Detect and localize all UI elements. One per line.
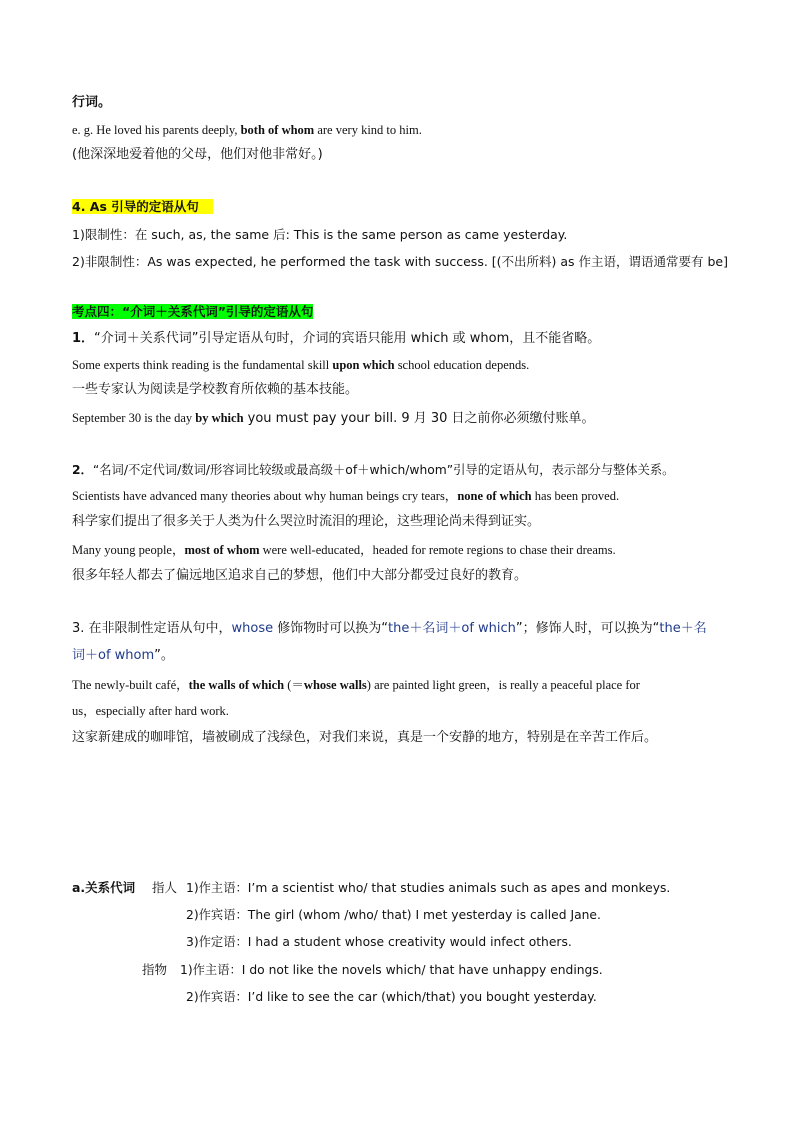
point-2-translation: 科学家们提出了很多关于人类为什么哭泣时流泪的理论，这些理论尚未得到证实。 [72, 514, 541, 529]
point-3-example [72, 676, 640, 694]
key-point-highlight: 考点四：“介词＋关系代词”引导的定语从句 [72, 304, 314, 319]
example-keyword: most of whom [184, 543, 260, 557]
example-keyword: whose walls [303, 678, 367, 692]
point-3-rule-cont [72, 647, 174, 665]
point-2-translation-2: 很多年轻人都去了偏远地区追求自己的梦想，他们中大部分都受过良好的教育。 [72, 568, 528, 583]
rule-text: ”。 [154, 648, 174, 663]
example-text: has been proved. [531, 489, 620, 503]
example-keyword: none of which [457, 489, 532, 503]
rule-text: “名词/不定代词/数词/形容词比较级或最高级＋of＋which/whom”引导的定语从句，表示部分与整体关系。 [92, 463, 675, 477]
person-object-row: 2)作宾语：The girl (whom /who/ that) I met yesterday is called Jane. [186, 908, 601, 922]
rule-text: 修饰物时可以换为“ [273, 621, 389, 636]
example-keyword: the walls of which [188, 678, 285, 692]
example-keyword: by which [195, 411, 244, 425]
person-attributive-row: 3)作定语：I had a student whose creativity would infect others. [186, 935, 572, 949]
point-number: 1． [72, 331, 95, 346]
continuation-text: 行词。 [72, 95, 112, 110]
example-text: e. g. He loved his parents deeply, [72, 123, 241, 137]
rule-text: 3. 在非限制性定语从句中， [72, 621, 232, 636]
example-text: (＝ [284, 678, 304, 692]
key-point-title [72, 303, 313, 321]
example-text: school education depends. [394, 358, 530, 372]
as-nonrestrictive: 2)非限制性：As was expected, he performed the task with success. [(不出所料) as 作主语，谓语通常要有 be] [72, 254, 729, 269]
point-3-translation: 这家新建成的咖啡馆，墙被刷成了浅绿色，对我们来说，真是一个安静的地方，特别是在辛苦工作后。 [72, 730, 658, 745]
section-title-highlight: 4. As 引导的定语从句 [72, 199, 213, 214]
point-1-rule [72, 330, 600, 348]
as-restrictive: 1)限制性：在 such, as, the same 后: This is the same person as came yesterday. [72, 227, 568, 242]
person-subject-row: 1)作主语：I’m a scientist who/ that studies animals such as apes and monkeys. [186, 881, 671, 895]
rule-keyword: the＋名 [659, 621, 707, 636]
point-2-example-2 [72, 541, 616, 559]
example-text: Scientists have advanced many theories about why human beings cry tears， [72, 489, 458, 503]
example-text: Some experts think reading is the fundamental skill [72, 358, 333, 372]
example-text: you must pay your bill. 9 月 30 日之前你必须缴付账单。 [243, 411, 595, 426]
point-2-rule [72, 461, 674, 479]
rule-keyword: the＋名词＋of which [388, 621, 516, 636]
section-title-as [72, 198, 213, 216]
example-text: The newly-built café， [72, 678, 189, 692]
example-translation: (他深深地爱着他的父母，他们对他非常好。) [72, 147, 323, 162]
thing-object-row: 2)作宾语：I’d like to see the car (which/that) you bought yesterday. [186, 990, 597, 1004]
example-sentence [72, 121, 422, 139]
rule-keyword: 词＋of whom [72, 648, 155, 663]
point-1-translation: 一些专家认为阅读是学校教育所依赖的基本技能。 [72, 382, 359, 397]
category-thing: 指物 [142, 962, 168, 977]
point-1-example-2 [72, 409, 595, 428]
example-keyword: both of whom [240, 123, 315, 137]
example-text: Many young people， [72, 543, 185, 557]
example-text: are very kind to him. [314, 123, 422, 137]
table-heading: a.关系代词 [72, 880, 136, 895]
point-1-example [72, 356, 529, 374]
category-person: 指人 [152, 880, 178, 895]
point-number: 2． [72, 463, 93, 477]
example-text: September 30 is the day [72, 411, 196, 425]
rule-keyword: whose [231, 621, 274, 636]
example-keyword: upon which [332, 358, 395, 372]
point-3-rule [72, 620, 707, 638]
rule-text: ”；修饰人时，可以换为“ [515, 621, 660, 636]
rule-text: “介词＋关系代词”引导定语从句时，介词的宾语只能用 which 或 whom，且不能省略。 [94, 331, 601, 346]
example-text: ) are painted light green，is really a peaceful place for [366, 678, 640, 692]
point-2-example [72, 487, 619, 505]
example-text: were well-educated，headed for remote regions to chase their dreams. [259, 543, 616, 557]
thing-subject-row: 1)作主语：I do not like the novels which/ that have unhappy endings. [180, 963, 603, 977]
point-3-example-cont: us，especially after hard work. [72, 704, 229, 718]
